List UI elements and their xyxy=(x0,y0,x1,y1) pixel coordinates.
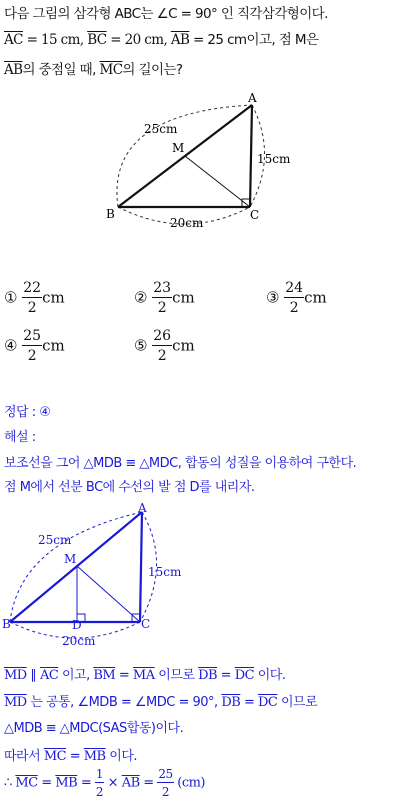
segment-ac: $\overline{AC}$ xyxy=(4,32,23,48)
length-bc-label: 20cm xyxy=(62,634,96,648)
point-m-label: M xyxy=(172,141,185,155)
question-line3: $\overline{AB}$의 중점일 때, $\overline{MC}$의 길이는? xyxy=(4,62,183,78)
question-line1: 다음 그림의 삼각형 ABC는 ∠C = 90° 인 직각삼각형이다. xyxy=(4,6,328,22)
explanation-line2: 점 M에서 선분 BC에 수선의 발 점 D를 내리자. xyxy=(4,480,255,495)
segment-bc: $\overline{BC}$ xyxy=(87,32,107,48)
vertex-c-label: C xyxy=(141,617,151,631)
length-bc-label: 20cm xyxy=(170,216,204,230)
segment-mc: $\overline{MC}$ xyxy=(99,62,123,78)
triangle-figure-2 xyxy=(0,500,400,650)
triangle-figure-1 xyxy=(0,85,400,235)
solution-line5: ∴ $\overline{MC} = \overline{MB}$ = $\frac{1}{2}$ × $\overline{AB}$ = $\frac{25}{2}$ (cm) xyxy=(4,767,205,799)
point-m-label: M xyxy=(64,552,77,566)
solution-line1: $\overline{MD}$ ∥ $\overline{AC}$ 이고, $\overline{BM} = \overline{MA}$ 이므로 $\overline{DB} = \overline{DC}$ 이다. xyxy=(4,668,286,683)
length-ab-label: 25cm xyxy=(38,533,72,547)
solution-line2: $\overline{MD}$ 는 공통, ∠MDB = ∠MDC = 90°, $\overline{DB} = \overline{DC}$ 이므로 xyxy=(4,695,318,710)
vertex-c-label: C xyxy=(250,208,260,222)
choice-1[interactable]: ① $\frac{22}{2}$ cm xyxy=(4,280,65,316)
side-ab xyxy=(10,512,142,622)
segment-ab: $\overline{AB}$ xyxy=(170,32,190,48)
choice-5[interactable]: ⑤ $\frac{26}{2}$ cm xyxy=(134,328,195,364)
length-ac-label: 15cm xyxy=(148,565,182,579)
segment-mc xyxy=(77,566,140,622)
question-line2: $\overline{AC} = 15$ cm, $\overline{BC} = 20$ cm, $\overline{AB} = 25$ cm이고, 점 M은 xyxy=(4,32,319,48)
solution-line3: △MDB ≡ △MDC(SAS합동)이다. xyxy=(4,721,184,736)
side-ac xyxy=(140,512,142,622)
point-d-label: D xyxy=(72,618,82,632)
explanation-label: 해설 : xyxy=(4,430,36,445)
vertex-b-label: B xyxy=(2,617,11,631)
length-ab-label: 25cm xyxy=(144,122,178,136)
choice-3[interactable]: ③ $\frac{24}{2}$ cm xyxy=(266,280,327,316)
length-ac-label: 15cm xyxy=(257,152,291,166)
side-ac xyxy=(250,105,252,207)
choice-4[interactable]: ④ $\frac{25}{2}$ cm xyxy=(4,328,65,364)
vertex-a-label: A xyxy=(248,91,257,105)
solution-line4: 따라서 $\overline{MC} = \overline{MB}$ 이다. xyxy=(4,749,138,764)
explanation-line1: 보조선을 그어 △MDB ≡ △MDC, 합동의 성질을 이용하여 구한다. xyxy=(4,456,357,471)
choice-2[interactable]: ② $\frac{23}{2}$ cm xyxy=(134,280,195,316)
answer-label: 정답 : ④ xyxy=(4,405,51,420)
segment-mc xyxy=(185,156,250,207)
vertex-b-label: B xyxy=(106,207,115,221)
segment-ab: $\overline{AB}$ xyxy=(4,62,23,78)
vertex-a-label: A xyxy=(138,501,147,515)
